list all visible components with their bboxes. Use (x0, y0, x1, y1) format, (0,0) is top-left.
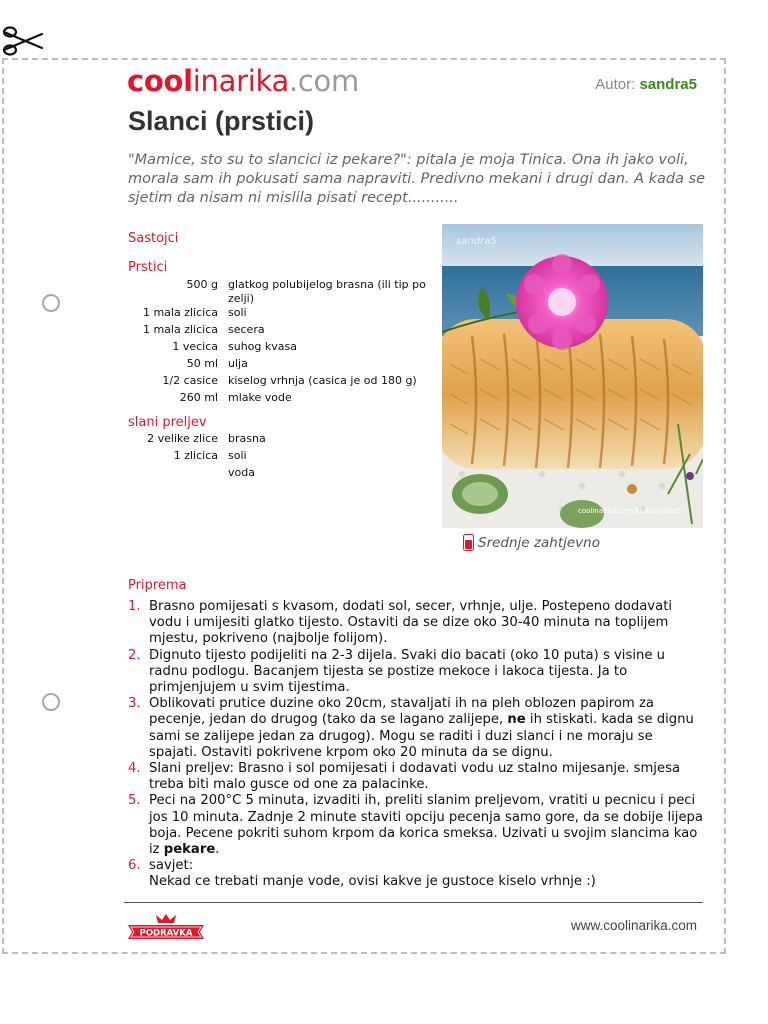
step-text: Slani preljev: Brasno i sol pomijesati i dodavati vodu uz stalno mijesanje. smjesa treba biti malo gusce od one za palacinke. (149, 761, 681, 793)
ingredient-row (128, 466, 418, 483)
recipe-title: Slanci (prstici) (128, 106, 315, 136)
ingredient-name: kiselog vrhnja (casica je od 180 g) (228, 374, 417, 387)
step-text: ih stiskati. kada se dignu sami se zalijepe jedan za drugog). Mogu se raditi i duzi slanci i ne moraju se spajati. Ostaviti pokrivene krpom oko 20 minuta da se dignu. (149, 712, 694, 760)
ingredient-name: ulja (228, 357, 248, 370)
ingredient-name: brasna (228, 432, 266, 445)
podravka-logo[interactable] (126, 912, 206, 942)
step-number: 2. (128, 647, 141, 663)
ingredient-qty: 50 ml (186, 357, 218, 370)
difficulty-label: Srednje zahtjevno (478, 534, 600, 551)
ingredient-group-title: slani preljev (128, 415, 207, 430)
ingredient-name: soli (228, 449, 247, 462)
ingredient-row (128, 323, 428, 340)
preparation-steps (128, 599, 703, 891)
ingredient-qty: 500 g (186, 278, 218, 291)
step-text: . (215, 842, 220, 858)
ingredient-qty: 1/2 casice (162, 374, 218, 387)
step-text-bold: ne (507, 712, 526, 728)
ingredient-row (128, 449, 418, 466)
ingredient-name: mlake vode (228, 391, 292, 404)
coolinarika-logo: coolinarika.com (127, 64, 359, 98)
binder-hole (42, 294, 60, 312)
ingredient-qty: 2 velike zlice (147, 432, 218, 445)
ingredient-qty (128, 466, 228, 483)
step-item (128, 858, 703, 890)
ingredient-name: secera (228, 323, 265, 336)
ingredient-row (128, 432, 418, 449)
ingredient-row (128, 306, 428, 323)
difficulty-icon (463, 534, 474, 551)
ingredient-qty: 1 mala zlicica (142, 323, 218, 336)
step-number: 5. (128, 793, 141, 809)
step-text-bold: pekare (163, 842, 216, 858)
ingredient-row (128, 374, 428, 391)
author-label: Autor: (595, 76, 636, 93)
step-item (128, 761, 703, 793)
recipe-photo (442, 224, 703, 528)
step-item (128, 696, 703, 761)
ingredient-qty: 1 vecica (172, 340, 218, 353)
step-item (128, 793, 703, 858)
ingredient-name: glatkog polubijelog brasna (ili tip po zelji) (228, 278, 426, 305)
difficulty-indicator (463, 534, 600, 551)
photo-watermark-top: sandra5 (456, 236, 497, 247)
preparation-heading: Priprema (128, 578, 187, 593)
step-number: 6. (128, 858, 141, 874)
step-text: Peci na 200°C 5 minuta, izvaditi ih, preliti slanim preljevom, vratiti u pecnicu i peci jos 10 minuta. Zadnje 2 minute staviti opciju pecenja samo gore, da se dobije lijepa boja. Pecene pokriti suhom krpom da korica smeksa. Uzivati u svojim slancima kao iz (149, 793, 704, 858)
ingredient-name: suhog kvasa (228, 340, 297, 353)
ingredient-row (128, 278, 428, 306)
ingredient-table (128, 432, 418, 483)
site-url[interactable]: www.coolinarika.com (570, 918, 697, 933)
step-item (128, 648, 703, 697)
step-text: Oblikovati prutice duzine oko 20cm, stavaljati ih na pleh oblozen papirom za pecenje, jedan do drugog (tako da se lagano zalijepe, (149, 696, 654, 728)
ingredients-heading: Sastojci (128, 231, 179, 246)
step-number: 3. (128, 696, 141, 712)
scissors-icon (2, 26, 44, 56)
step-number: 1. (128, 599, 141, 614)
step-item (128, 599, 703, 648)
ingredient-name: voda (228, 466, 255, 479)
recipe-intro: "Mamice, sto su to slancici iz pekare?": pitala je moja Tinica. Ona ih jako voli, morala sam ih pokusati sama napraviti. Predivno mekani i drugi dan. A kada se sjetim da nisam ni mislila pisati recept........... (128, 152, 706, 206)
step-text: savjet: Nekad ce trebati manje vode, ovisi kakve je gustoce kiselo vrhnje :) (149, 858, 596, 890)
svg-text:PODRAVKA: PODRAVKA (139, 928, 193, 939)
ingredient-row (128, 357, 428, 374)
step-number: 4. (128, 761, 141, 777)
binder-hole (42, 693, 60, 711)
ingredient-qty: 260 ml (179, 391, 218, 404)
ingredient-table (128, 278, 428, 408)
ingredient-name: soli (228, 306, 247, 319)
ingredient-qty: 1 zlicica (173, 449, 218, 462)
ingredient-qty: 1 mala zlicica (142, 306, 218, 319)
step-text: Brasno pomijesati s kvasom, dodati sol, secer, vrhnje, ulje. Postepeno dodavati vodu i umijesiti glatko tijesto. Ostaviti da se dize oko 30-40 minuta na toplijem mjestu, pokriveno (najbolje folijom). (149, 599, 673, 647)
ingredient-group-title: Prstici (128, 260, 168, 275)
step-text: Dignuto tijesto podijeliti na 2-3 dijela. Svaki dio bacati (oko 10 puta) s visine u radnu podlogu. Bacanjem tijesta se postize mekoce i lakoca tijesta. Ja to primjenjujem u svim tijestima. (149, 647, 666, 696)
author-name[interactable]: sandra5 (639, 76, 697, 93)
footer-divider (124, 902, 703, 903)
ingredient-row (128, 340, 428, 357)
ingredient-row (128, 391, 428, 408)
photo-watermark-bottom: coolinarika.com/klub/sandra5 (578, 507, 682, 515)
author (595, 76, 697, 93)
